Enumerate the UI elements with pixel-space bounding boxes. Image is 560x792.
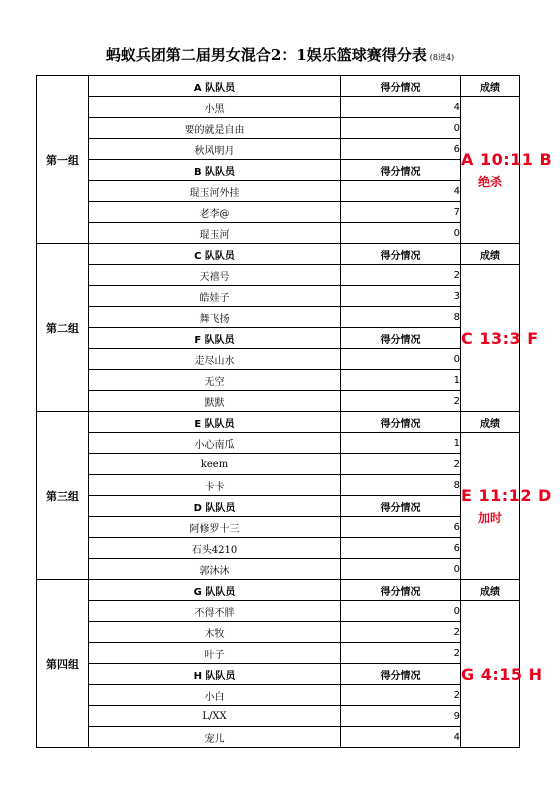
score-header: 得分情况: [341, 412, 461, 433]
player-name: 琨玉河外挂: [89, 181, 341, 202]
player-score: 2: [341, 685, 461, 706]
player-name: L/XX: [89, 706, 341, 727]
player-score: 2: [341, 643, 461, 664]
player-name: 天禧号: [89, 265, 341, 286]
player-row: [37, 265, 520, 286]
player-score: 0: [341, 559, 461, 580]
player-name: 石头4210: [89, 538, 341, 559]
player-score: 0: [341, 601, 461, 622]
player-score: 4: [341, 97, 461, 118]
player-row: [37, 139, 520, 160]
team-header: G 队队员: [89, 580, 341, 601]
title-text: 蚂蚁兵团第二届男女混合2：1娱乐篮球赛得分表: [105, 46, 427, 64]
player-score: 0: [341, 349, 461, 370]
page-title: [0, 44, 560, 65]
group-label: 第四组: [37, 580, 89, 748]
player-row: [37, 622, 520, 643]
team-header: B 队队员: [89, 160, 341, 181]
match-result: [461, 265, 539, 412]
player-row: [37, 181, 520, 202]
group-header-row: [37, 412, 520, 433]
team-header-row: [37, 160, 520, 181]
player-score: 2: [341, 265, 461, 286]
player-row: [37, 727, 520, 748]
match-result: [461, 433, 552, 580]
player-name: 无空: [89, 370, 341, 391]
group-header-row: [37, 580, 520, 601]
player-score: 0: [341, 223, 461, 244]
player-name: 卡卡: [89, 475, 341, 496]
player-row: [37, 454, 520, 475]
player-row: [37, 706, 520, 727]
player-name: 要的就是自由: [89, 118, 341, 139]
team-header: A 队队员: [89, 76, 341, 97]
player-name: keem: [89, 454, 341, 475]
player-score: 8: [341, 475, 461, 496]
player-row: [37, 97, 520, 118]
match-result: [461, 601, 543, 748]
group-header-row: [37, 76, 520, 97]
result-score: C 13:3 F: [461, 328, 539, 348]
team-header-row: [37, 328, 520, 349]
player-name: 舞飞扬: [89, 307, 341, 328]
player-row: [37, 685, 520, 706]
result-header: 成绩: [461, 580, 520, 601]
score-table: [36, 75, 553, 748]
result-header: 成绩: [461, 412, 520, 433]
player-score: 3: [341, 286, 461, 307]
player-score: 2: [341, 622, 461, 643]
player-name: 走尽山水: [89, 349, 341, 370]
player-row: [37, 307, 520, 328]
player-name: 小黑: [89, 97, 341, 118]
player-row: [37, 433, 520, 454]
team-header: E 队队员: [89, 412, 341, 433]
player-score: 7: [341, 202, 461, 223]
player-name: 琨玉河: [89, 223, 341, 244]
player-score: 6: [341, 517, 461, 538]
player-name: 小心南瓜: [89, 433, 341, 454]
team-header-row: [37, 664, 520, 685]
player-row: [37, 349, 520, 370]
result-note: 绝杀: [478, 175, 503, 189]
team-header: D 队队员: [89, 496, 341, 517]
result-header: 成绩: [461, 244, 520, 265]
group-label: 第三组: [37, 412, 89, 580]
player-row: [37, 538, 520, 559]
title-subtitle: (8进4): [429, 53, 455, 62]
team-header-row: [37, 496, 520, 517]
match-result: [461, 97, 553, 244]
team-header: H 队队员: [89, 664, 341, 685]
score-header: 得分情况: [341, 160, 461, 181]
player-name: 不得不胖: [89, 601, 341, 622]
group-label: 第一组: [37, 76, 89, 244]
player-name: 郭沐沐: [89, 559, 341, 580]
player-row: [37, 643, 520, 664]
player-name: 皓娃子: [89, 286, 341, 307]
player-score: 4: [341, 727, 461, 748]
score-header: 得分情况: [341, 76, 461, 97]
player-row: [37, 202, 520, 223]
player-name: 宠儿: [89, 727, 341, 748]
player-row: [37, 475, 520, 496]
group-label: 第二组: [37, 244, 89, 412]
score-header: 得分情况: [341, 580, 461, 601]
player-score: 4: [341, 181, 461, 202]
player-row: [37, 223, 520, 244]
player-score: 1: [341, 433, 461, 454]
score-header: 得分情况: [341, 664, 461, 685]
player-score: 6: [341, 538, 461, 559]
team-header: C 队队员: [89, 244, 341, 265]
result-header: 成绩: [461, 76, 520, 97]
player-name: 默默: [89, 391, 341, 412]
player-name: 木牧: [89, 622, 341, 643]
result-note: 加时: [478, 511, 503, 525]
player-score: 8: [341, 307, 461, 328]
score-header: 得分情况: [341, 496, 461, 517]
team-header: F 队队员: [89, 328, 341, 349]
player-score: 1: [341, 370, 461, 391]
player-score: 0: [341, 118, 461, 139]
result-score: E 11:12 D: [461, 486, 552, 505]
player-name: 秋风明月: [89, 139, 341, 160]
score-header: 得分情况: [341, 328, 461, 349]
player-score: 2: [341, 454, 461, 475]
player-row: [37, 601, 520, 622]
player-score: 2: [341, 391, 461, 412]
player-score: 9: [341, 706, 461, 727]
player-name: 叶子: [89, 643, 341, 664]
result-score: A 10:11 B: [461, 150, 553, 169]
player-row: [37, 517, 520, 538]
player-row: [37, 118, 520, 139]
player-row: [37, 559, 520, 580]
player-score: 6: [341, 139, 461, 160]
player-name: 阿修罗十三: [89, 517, 341, 538]
player-name: 小白: [89, 685, 341, 706]
group-header-row: [37, 244, 520, 265]
score-header: 得分情况: [341, 244, 461, 265]
player-row: [37, 391, 520, 412]
player-name: 老李@: [89, 202, 341, 223]
player-row: [37, 370, 520, 391]
player-row: [37, 286, 520, 307]
result-score: G 4:15 H: [461, 664, 543, 684]
